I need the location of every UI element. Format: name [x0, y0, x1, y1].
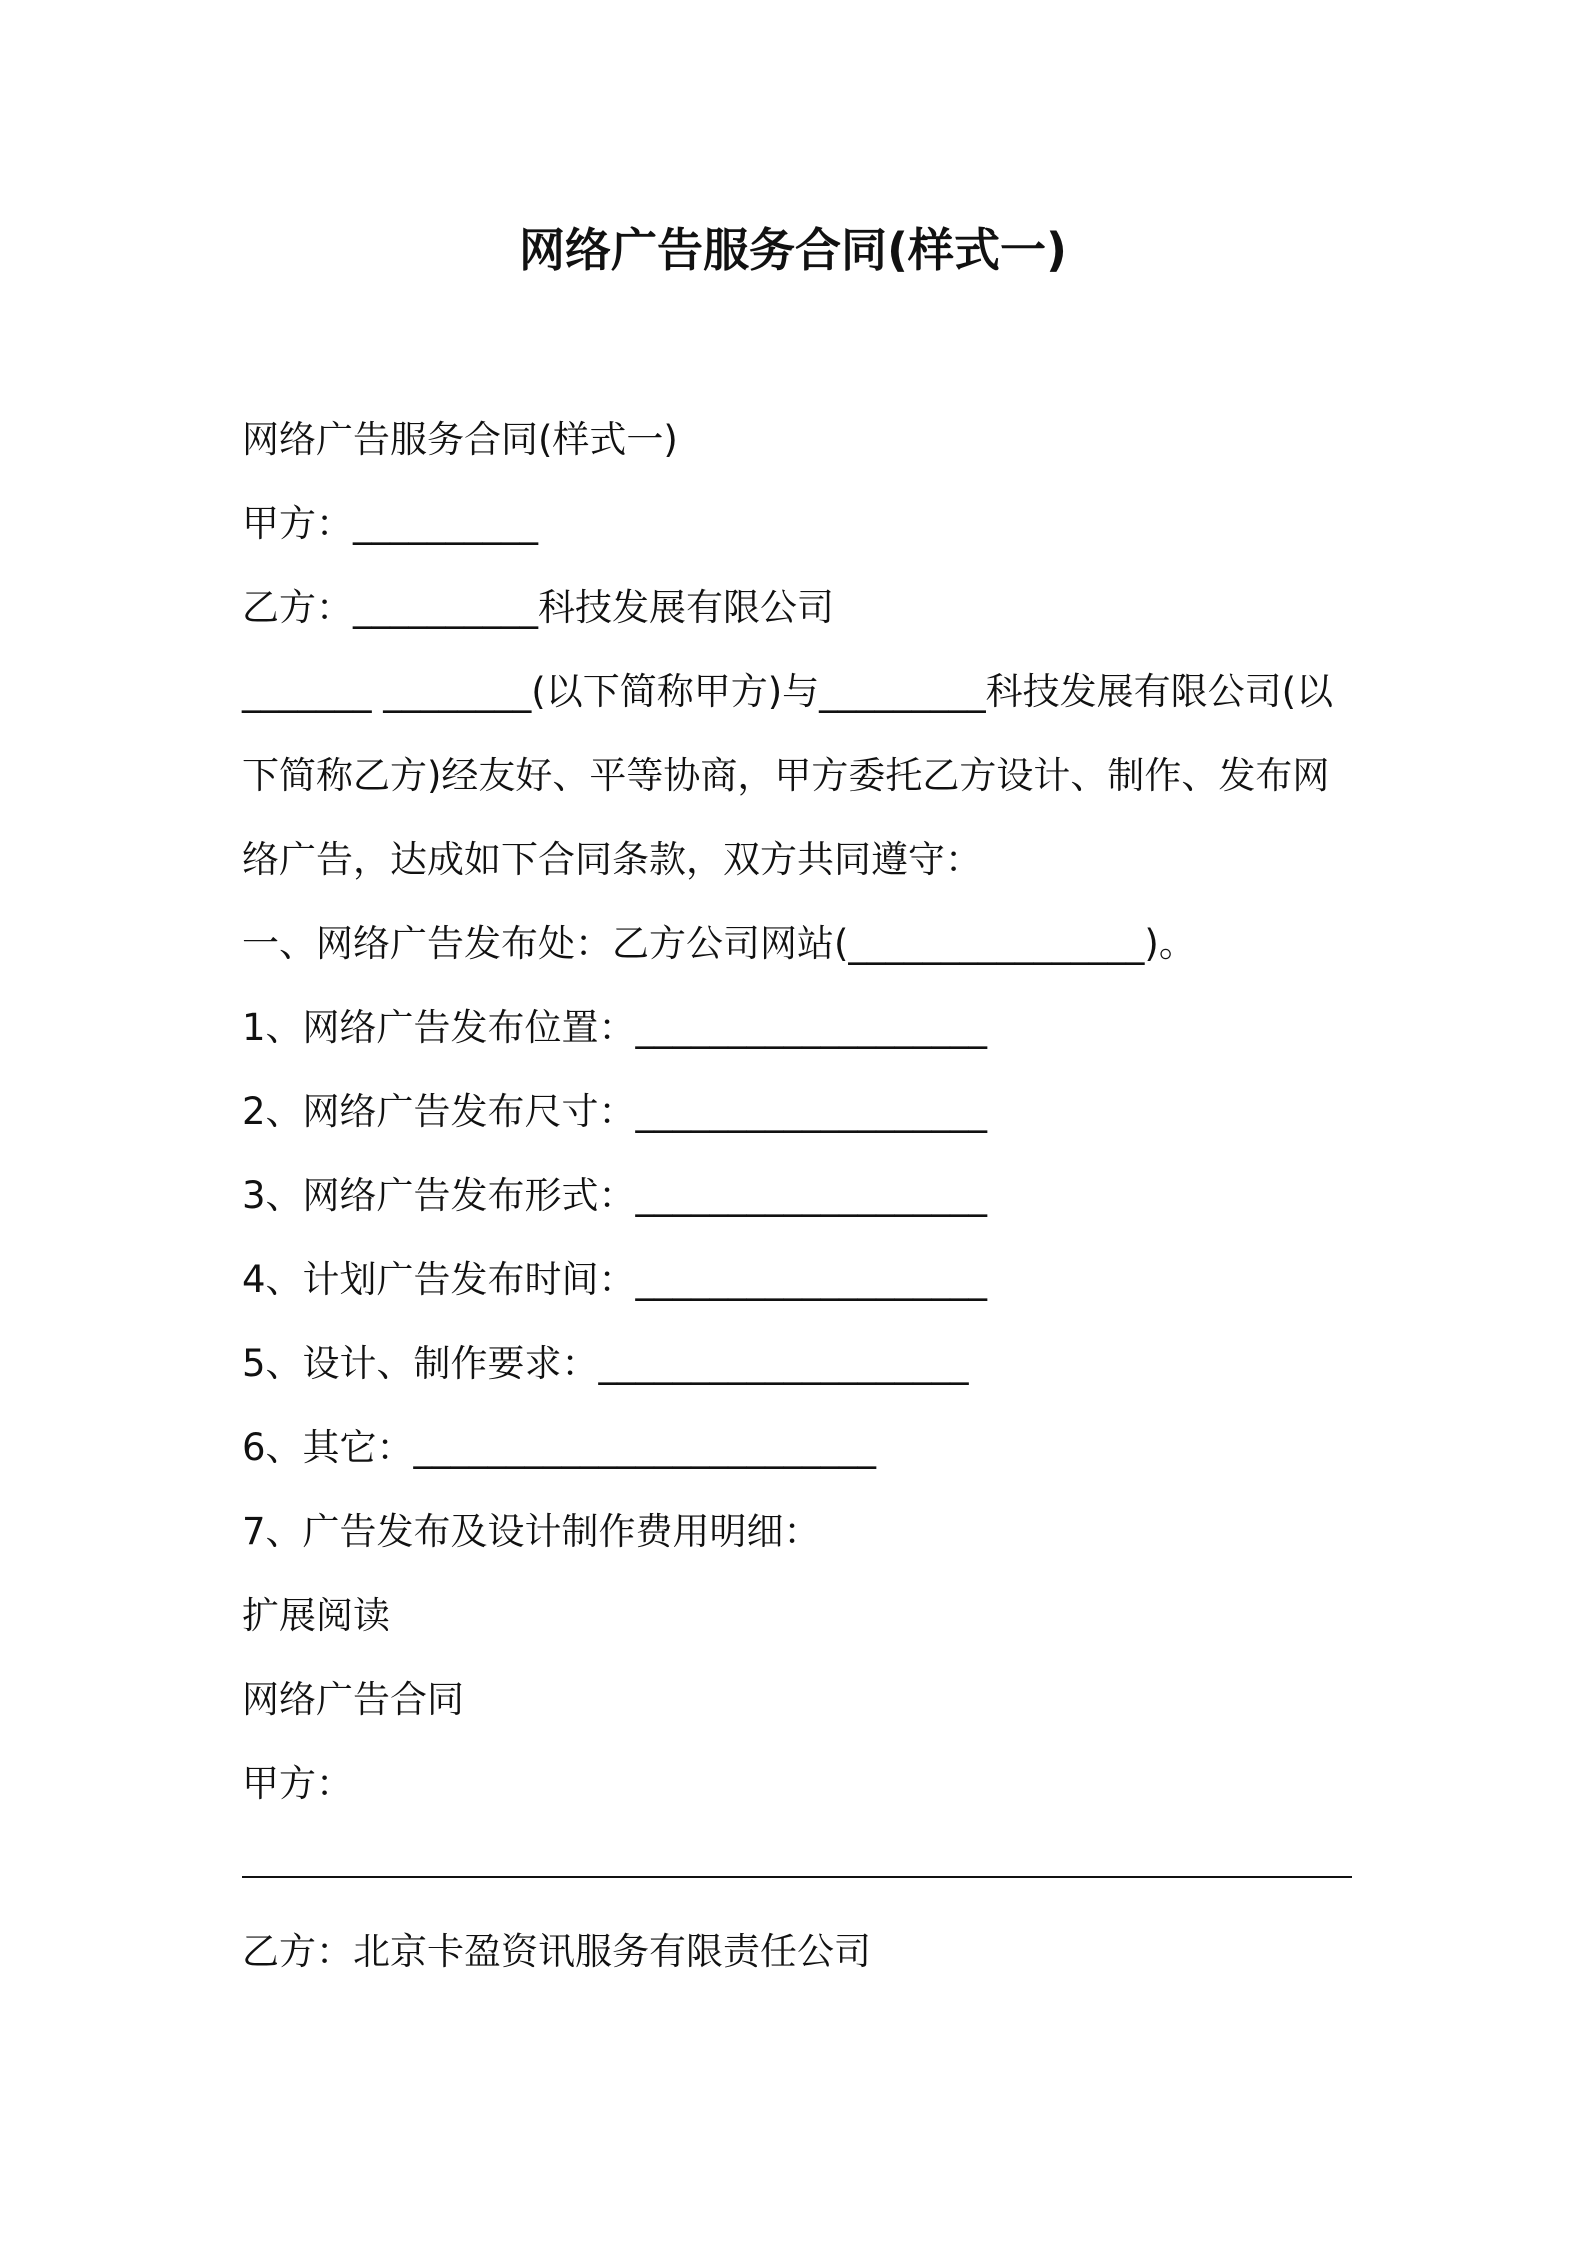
clause-publish-location: 一、网络广告发布处：乙方公司网站(________________)。	[242, 922, 1196, 965]
item-publish-format: 3、网络广告发布形式：___________________	[242, 1174, 988, 1217]
second-contract-name: 网络广告合同	[242, 1678, 464, 1721]
item-publish-position: 1、网络广告发布位置：___________________	[242, 1006, 988, 1049]
party-a-line: 甲方：__________	[242, 502, 538, 545]
extended-reading-heading: 扩展阅读	[242, 1594, 390, 1637]
item-other: 6、其它：_________________________	[242, 1426, 877, 1469]
blank-rule	[242, 1876, 1352, 1878]
party-b-line: 乙方：__________科技发展有限公司	[242, 586, 834, 629]
contract-subtitle: 网络广告服务合同(样式一)	[242, 418, 678, 461]
item-publish-size: 2、网络广告发布尺寸：___________________	[242, 1090, 988, 1133]
document-body	[242, 398, 1352, 1994]
second-party-a-line: 甲方：	[242, 1762, 353, 1805]
second-party-b-line: 乙方：北京卡盈资讯服务有限责任公司	[242, 1930, 871, 1973]
signature-blank-line	[242, 1826, 1352, 1910]
intro-paragraph: _______ ________(以下简称甲方)与_________科技发展有限公司(以下简称乙方)经友好、平等协商，甲方委托乙方设计、制作、发布网络广告，达成如下合同条款，双方共同遵守：	[242, 670, 1334, 881]
document-title: 网络广告服务合同(样式一)	[518, 223, 1068, 277]
item-design-requirements: 5、设计、制作要求：____________________	[242, 1342, 969, 1385]
item-fee-details: 7、广告发布及设计制作费用明细：	[242, 1510, 821, 1553]
item-publish-time: 4、计划广告发布时间：___________________	[242, 1258, 988, 1301]
